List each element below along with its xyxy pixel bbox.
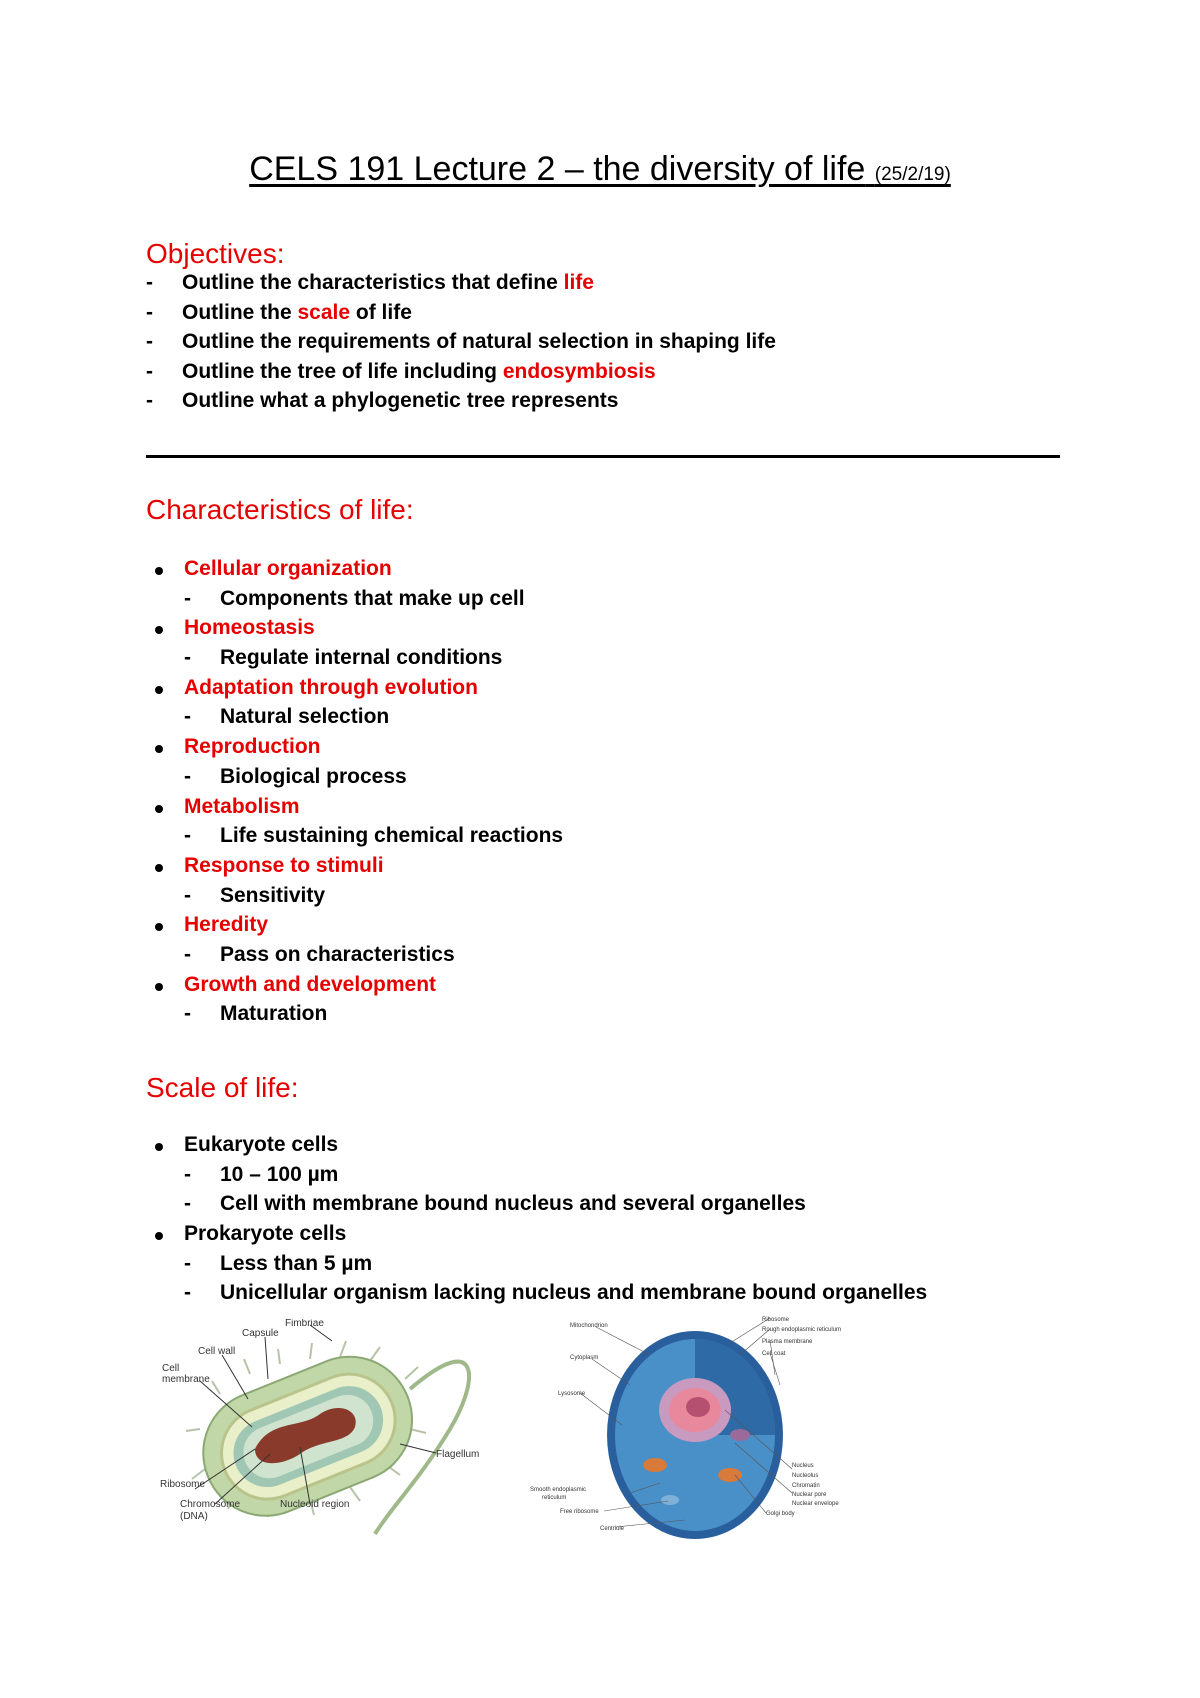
ribosome-label: Ribosome [160, 1479, 206, 1490]
chromosome-label-2: (DNA) [180, 1511, 208, 1522]
cytoplasm-label: Cytoplasm [570, 1355, 599, 1361]
prokaryote-cell-figure [160, 1319, 480, 1549]
list-item: - Outline the characteristics that define life [146, 271, 594, 294]
plasma-membrane-label: Plasma membrane [762, 1339, 813, 1345]
list-item: - Components that make up cell [184, 586, 525, 610]
fimbriae-label: Fimbriae [285, 1319, 324, 1329]
objectives-heading: Objectives: [146, 238, 285, 269]
title-main: CELS 191 Lecture 2 – the diversity of life [249, 150, 866, 188]
chromosome-label: Chromosome [180, 1499, 241, 1510]
bullet-icon [155, 567, 163, 575]
eukaryote-cell-figure [530, 1315, 890, 1555]
list-item: Prokaryote cells [146, 1222, 927, 1252]
bullet-icon [155, 983, 163, 991]
bullet-icon [155, 864, 163, 872]
list-item: - Outline what a phylogenetic tree represents [146, 389, 619, 412]
chromatin-label: Chromatin [792, 1483, 820, 1489]
nucleus-label: Nucleus [792, 1463, 814, 1469]
nucleoid-label: Nucleoid region [280, 1499, 350, 1510]
list-item: - Life sustaining chemical reactions [184, 824, 564, 848]
list-item: Response to stimuli [146, 854, 563, 884]
bullet-icon [155, 626, 163, 634]
smooth-er-label: Smooth endoplasmic [530, 1487, 587, 1493]
bullet-icon [155, 686, 163, 694]
list-item: - Outline the scale of life [146, 300, 412, 324]
characteristics-list [146, 557, 563, 1032]
bullet-icon [155, 1143, 163, 1151]
list-item: - Maturation [184, 1002, 328, 1026]
lysosome-label: Lysosome [558, 1391, 586, 1397]
list-item: - Sensitivity [184, 883, 326, 907]
horizontal-rule [146, 455, 1060, 458]
flagellum-label: Flagellum [436, 1449, 480, 1460]
rough-er-label: Rough endoplasmic reticulum [762, 1327, 842, 1333]
list-item: Homeostasis [146, 616, 563, 646]
nuclear-envelope-label: Nuclear envelope [792, 1501, 839, 1507]
list-item: - Unicellular organism lacking nucleus and membrane bound organelles [184, 1281, 928, 1305]
list-item: - Pass on characteristics [184, 942, 455, 966]
cell-membrane-label: Cell [162, 1363, 180, 1374]
bullet-icon [155, 745, 163, 753]
list-item: Heredity [146, 913, 563, 943]
capsule-label: Capsule [242, 1328, 279, 1339]
golgi-label: Golgi body [766, 1511, 795, 1517]
figures-area [146, 1315, 1060, 1555]
list-item: Growth and development [146, 973, 563, 1003]
list-item: - Cell with membrane bound nucleus and several organelles [184, 1192, 806, 1216]
bullet-icon [155, 805, 163, 813]
list-item: Cellular organization [146, 557, 563, 587]
nuclear-pore-label: Nuclear pore [792, 1492, 827, 1498]
list-item: - 10 – 100 µm [184, 1162, 339, 1186]
list-item: - Outline the tree of life including endosymbiosis [146, 359, 656, 383]
cell-wall-label: Cell wall [198, 1346, 236, 1357]
list-item: - Natural selection [184, 705, 390, 729]
title-date: (25/2/19) [874, 164, 951, 185]
cell-membrane-label-2: membrane [162, 1374, 210, 1385]
scale-list [146, 1133, 927, 1311]
list-item: - Biological process [184, 764, 407, 788]
bullet-icon [155, 1232, 163, 1240]
objectives-list [146, 271, 776, 419]
free-ribosome-label: Free ribosome [560, 1509, 599, 1515]
list-item: Metabolism [146, 795, 563, 825]
cell-coat-label: Cell coat [762, 1351, 786, 1357]
mitochondrion-label: Mitochondrion [570, 1323, 608, 1329]
list-item: Reproduction [146, 735, 563, 765]
bullet-icon [155, 923, 163, 931]
list-item: - Regulate internal conditions [184, 646, 503, 670]
list-item: - Outline the requirements of natural selection in shaping life [146, 330, 776, 353]
scale-heading: Scale of life: [146, 1072, 299, 1103]
page-title [0, 150, 1200, 189]
nucleolus-label: Nucleolus [792, 1473, 819, 1479]
centriole-label: Centriole [600, 1526, 625, 1532]
list-item: - Less than 5 µm [184, 1251, 373, 1275]
smooth-er-label-2: reticulum [542, 1495, 567, 1501]
ribosome-label: Ribosome [762, 1317, 790, 1323]
list-item: Adaptation through evolution [146, 676, 563, 706]
list-item: Eukaryote cells [146, 1133, 927, 1163]
characteristics-heading: Characteristics of life: [146, 494, 414, 525]
